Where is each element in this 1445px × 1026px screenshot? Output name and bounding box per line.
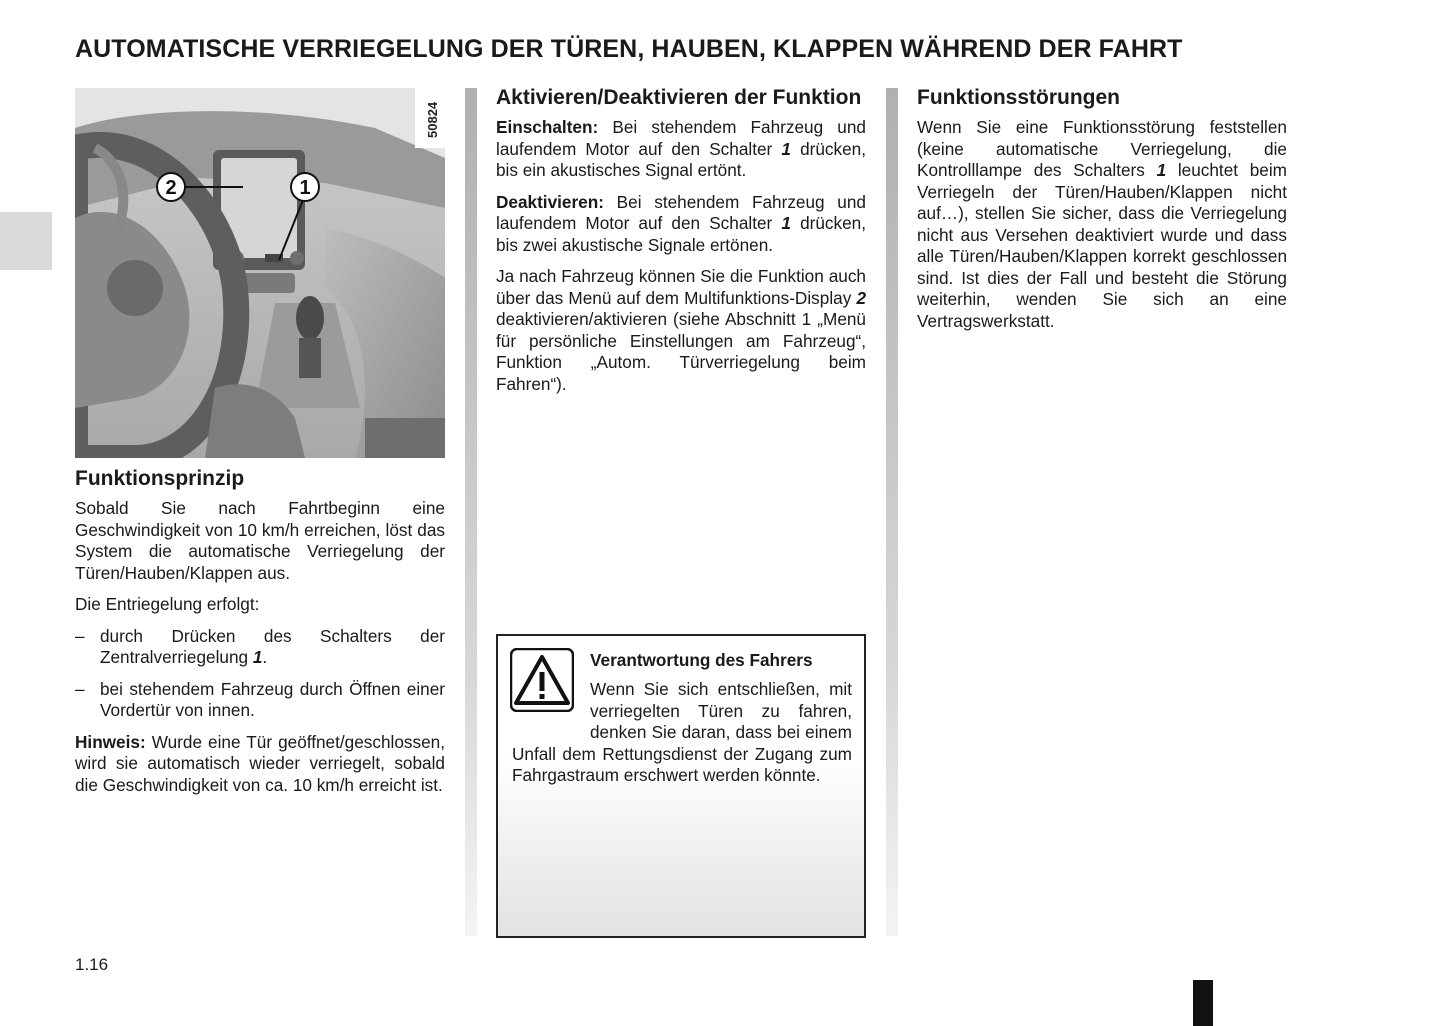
column-funktionsstoerungen	[917, 85, 1287, 342]
warning-title: Verantwortung des Fahrers	[590, 650, 813, 670]
list-text-end: .	[262, 647, 268, 667]
paragraph: Wenn Sie eine Funktionsstörung feststellen (keine automatische Verriegelung, die Kontrolllampe des Schalters 1 leuchtet beim Verriegeln der Türen/Hauben/Klappen nicht auf…), stellen Sie sicher, dass die Verriegelung nicht aus Versehen deaktiviert wurde und dass alle Türen/Hauben/Klappen korrekt geschlossen sind. Ist dies der Fall und besteht die Störung weiterhin, wenden Sie sich an eine Vertragswerkstatt.	[917, 117, 1287, 331]
paragraph: Die Entriegelung erfolgt:	[75, 594, 260, 614]
heading-aktivieren: Aktivieren/Deaktivieren der Funktion	[496, 86, 862, 109]
section-tab-marker	[0, 212, 52, 270]
note-label: Hinweis:	[75, 731, 146, 752]
callout-1: 1	[299, 177, 311, 199]
list-text: bei stehendem Fahrzeug durch Öffnen einer Vordertür von innen.	[100, 678, 445, 720]
note-paragraph	[75, 732, 445, 797]
heading-funktionsprinzip: Funktionsprinzip	[75, 467, 245, 490]
column-divider	[886, 88, 898, 936]
ref-number: 1	[781, 138, 791, 159]
warning-box	[496, 634, 866, 938]
column-aktivieren	[496, 85, 866, 405]
note-text: Wurde eine Tür geöffnet/geschlossen, wird sie automatisch wieder verriegelt, sobald die Geschwindigkeit von ca. 10 km/h erreicht ist.	[75, 731, 445, 795]
list-text: durch Drücken des Schalters der Zentralverriegelung	[100, 625, 445, 667]
ref-number: 1	[252, 647, 263, 667]
warning-text: Wenn Sie sich entschließen, mit verriegelten Türen zu fahren, denken Sie daran, dass bei einem Unfall dem Rettungsdienst der Zugang zum Fahrgastraum erschwert werden könnte.	[512, 679, 852, 785]
ref-number: 1	[781, 213, 791, 233]
list-item	[75, 679, 445, 722]
list-dash: –	[75, 678, 85, 699]
page-number: 1.16	[75, 955, 109, 974]
list-item	[75, 626, 445, 669]
page-edge-marker	[1193, 980, 1213, 1026]
paragraph-einschalten: Einschalten: Bei stehendem Fahrzeug und laufendem Motor auf den Schalter 1 drücken, bis ein akustisches Signal ertönt.	[496, 117, 866, 180]
column-divider	[465, 88, 477, 936]
paragraph: Sobald Sie nach Fahrtbeginn eine Geschwindigkeit von 10 km/h erreichen, löst das System die automatische Verriegelung der Türen/Hauben/Klappen aus.	[75, 498, 445, 583]
heading-funktionsstoerungen: Funktionsstörungen	[917, 86, 1120, 109]
paragraph-deaktivieren: Deaktivieren: Bei stehendem Fahrzeug und laufendem Motor auf den Schalter 1 drücken, bis zwei akustische Signale ertönen.	[496, 191, 866, 255]
column-funktionsprinzip	[75, 466, 445, 806]
paragraph-menu: Ja nach Fahrzeug können Sie die Funktion auch über das Menü auf dem Multifunktions-Display 2 deaktivieren/aktivieren (siehe Abschnitt 1 „Menü für persönliche Einstellungen am Fahrzeug“, Funktion „Autom. Türverriegelung beim Fahren“).	[496, 266, 866, 394]
ref-number: 1	[1156, 160, 1167, 180]
figure-ref-code: 50824	[425, 101, 440, 138]
warning-text-block	[512, 679, 852, 787]
ref-number: 2	[856, 287, 866, 308]
callout-2: 2	[165, 177, 177, 199]
dashboard-photo	[75, 88, 445, 458]
list-dash: –	[75, 625, 85, 646]
page-title: AUTOMATISCHE VERRIEGELUNG DER TÜREN, HAUBEN, KLAPPEN WÄHREND DER FAHRT	[75, 35, 1183, 63]
